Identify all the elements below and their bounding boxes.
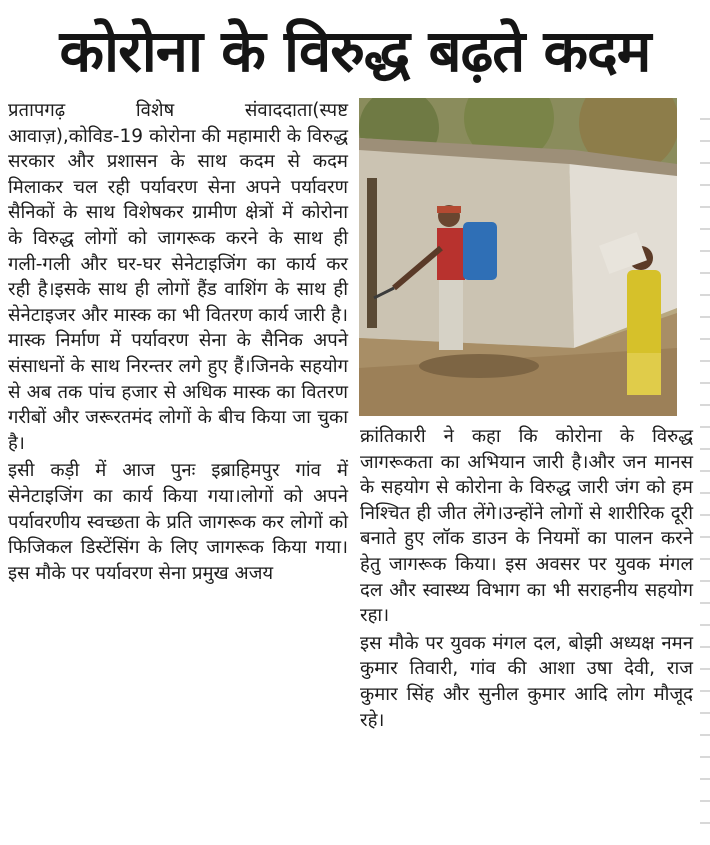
paragraph: प्रतापगढ़ विशेष संवाददाता(स्पष्ट आवाज़),कोविड-19 कोरोना की महामारी के विरुद्ध सरकार और प्रशासन के साथ कदम से कदम मिलाकर चल रही पर्यावरण सेना अपने पर्यावरण सैनिकों के साथ विशेषकर ग्रामीण क्षेत्रों में कोरोना के विरुद्ध लोगों को जागरूक करने के साथ ही गली-गली और घर-घर सेनेटाइजिंग का कार्य कर रही है।इसके साथ ही लोगों हैंड वाशिंग के साथ ही सेनेटाइजर और मास्क का भी वितरण कार्य जारी है।मास्क निर्माण में पर्यावरण सेना के सैनिक अपने संसाधनों के साथ निरन्तर लगे हुए हैं।जिनके सहयोग से अब तक पांच हजार से अधिक मास्क का वितरण गरीबों और जरूरतमंद लोगों के बीच किया जा चुका है। xyxy=(8,100,348,454)
photo-illustration xyxy=(359,98,677,416)
article-right-column xyxy=(360,424,693,733)
sanitizing-photo xyxy=(359,98,677,416)
paragraph: इसी कड़ी में आज पुनः इब्राहिमपुर गांव में सेनेटाइजिंग का कार्य किया गया।लोगों को अपने पर्यावरणीय स्वच्छता के प्रति जागरूक कर लोगों को फिजिकल डिस्टेंसिंग के लिए जागरूक किया गया। इस मौके पर पर्यावरण सेना प्रमुख अजय xyxy=(8,460,348,584)
paragraph: क्रांतिकारी ने कहा कि कोरोना के विरुद्ध जागरूकता का अभियान जारी है।और जन मानस के सहयोग से कोरोना के विरुद्ध जारी जंग को हम निश्चित ही जीत लेंगे।उन्होंने लोगों से शारीरिक दूरी बनाते हुए लॉक डाउन के नियमों का पालन करने हेतु जागरूक किया। इस अवसर पर युवक मंगल दल और स्वास्थ्य विभाग का भी सराहनीय सहयोग रहा। xyxy=(360,426,693,627)
headline: कोरोना के विरुद्ध बढ़ते कदम xyxy=(59,16,651,85)
paragraph: इस मौके पर युवक मंगल दल, बोझी अध्यक्ष नमन कुमार तिवारी, गांव की आशा उषा देवी, राज कुमार सिंह और सुनील कुमार आदि लोग मौजूद रहे। xyxy=(360,632,693,731)
article-left-column xyxy=(8,98,348,586)
adjacent-column-edge xyxy=(700,98,710,828)
